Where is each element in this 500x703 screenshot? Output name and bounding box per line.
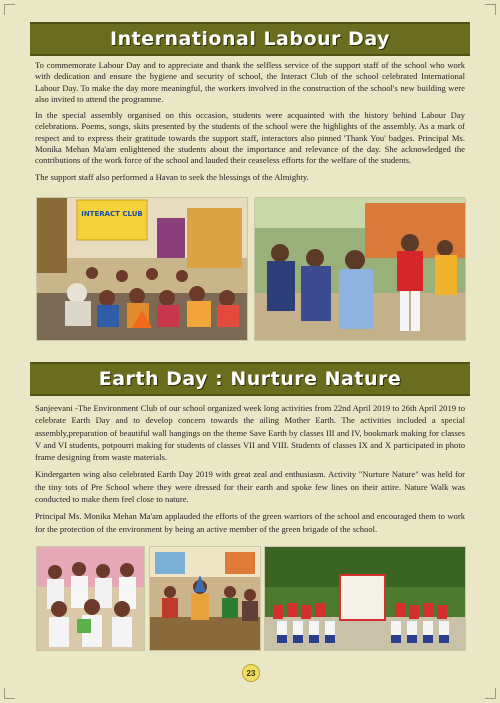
thank-you-badge-photo	[254, 197, 466, 341]
havan-ceremony-photo	[36, 197, 248, 341]
crop-mark	[485, 4, 496, 15]
article-paragraph: The support staff also performed a Havan to seek the blessings of the Almighty.	[35, 171, 309, 182]
crop-mark	[4, 688, 15, 699]
article-paragraph: To commemorate Labour Day and to appreciate and thank the selfless service of the support staff of the school who work with dedication and ensure the hygiene and security of school, the Interact Club of the school celebrated International Labour Day. To make the day more meaningful, the workers involved in the construction of the school's new building were also invited to attend the programme.	[35, 60, 465, 104]
crop-mark	[4, 4, 15, 15]
section-banner-earth-day	[30, 362, 470, 396]
article-paragraph: In the special assembly organised on this occasion, students were acquainted with the history behind Labour Day celebrations. Poems, songs, skits presented by the students of the school were the highlights of the assembly. As a mark of respect and to express their gratitude towards the support staff, interactors also pinned 'Thank You' badges. Principal Ms. Monika Mehan Ma'am enlightened the students about the importance and relevance of the day. She acknowledged the contributions of the work force of the school and lauded their ceaseless efforts for the welfare of the students.	[35, 110, 465, 166]
article-paragraph: Sanjeevani -The Environment Club of our school organized week long activities from 22nd April 2019 to 26th April 2019 to celebrate Earth Day and to develop concern towards the ailing Mother Earth. The activities included a special assembly,preparation of beautiful wall hangings on the theme Save Earth by classes III and IV, bookmark making for classes V and VI students, potpourri making for students of classes VII and VIII. Students of classes IX and X participated in photo frame designing from waste materials.	[35, 403, 465, 463]
crop-mark	[485, 688, 496, 699]
section-title: Earth Day : Nurture Nature	[98, 368, 402, 390]
kindergarten-costume-photo	[36, 546, 145, 651]
section-banner-labour-day	[30, 22, 470, 56]
section-title: International Labour Day	[110, 28, 390, 50]
banner-text: INTERACT CLUB	[81, 210, 143, 218]
classroom-activity-photo	[149, 546, 261, 651]
article-paragraph: Principal Ms. Monika Mehan Ma'am applauded the efforts of the green warriors of the school and encouraged them to work for the protection of the environment by being an active member of the green brigade of the school.	[35, 511, 465, 534]
labour-day-article	[35, 60, 465, 188]
article-paragraph: Kindergarten wing also celebrated Earth Day 2019 with great zeal and enthusiasm. Activity "Nurture Nature" was held for the tiny tots of Pre School where they were dressed for their earth and spoke few lines on their attire. Nature Walk was conducted to make them feel close to nature.	[35, 469, 465, 505]
page-number-badge: 23	[242, 664, 260, 682]
earth-day-article	[35, 402, 465, 540]
nature-walk-group-photo	[264, 546, 466, 651]
